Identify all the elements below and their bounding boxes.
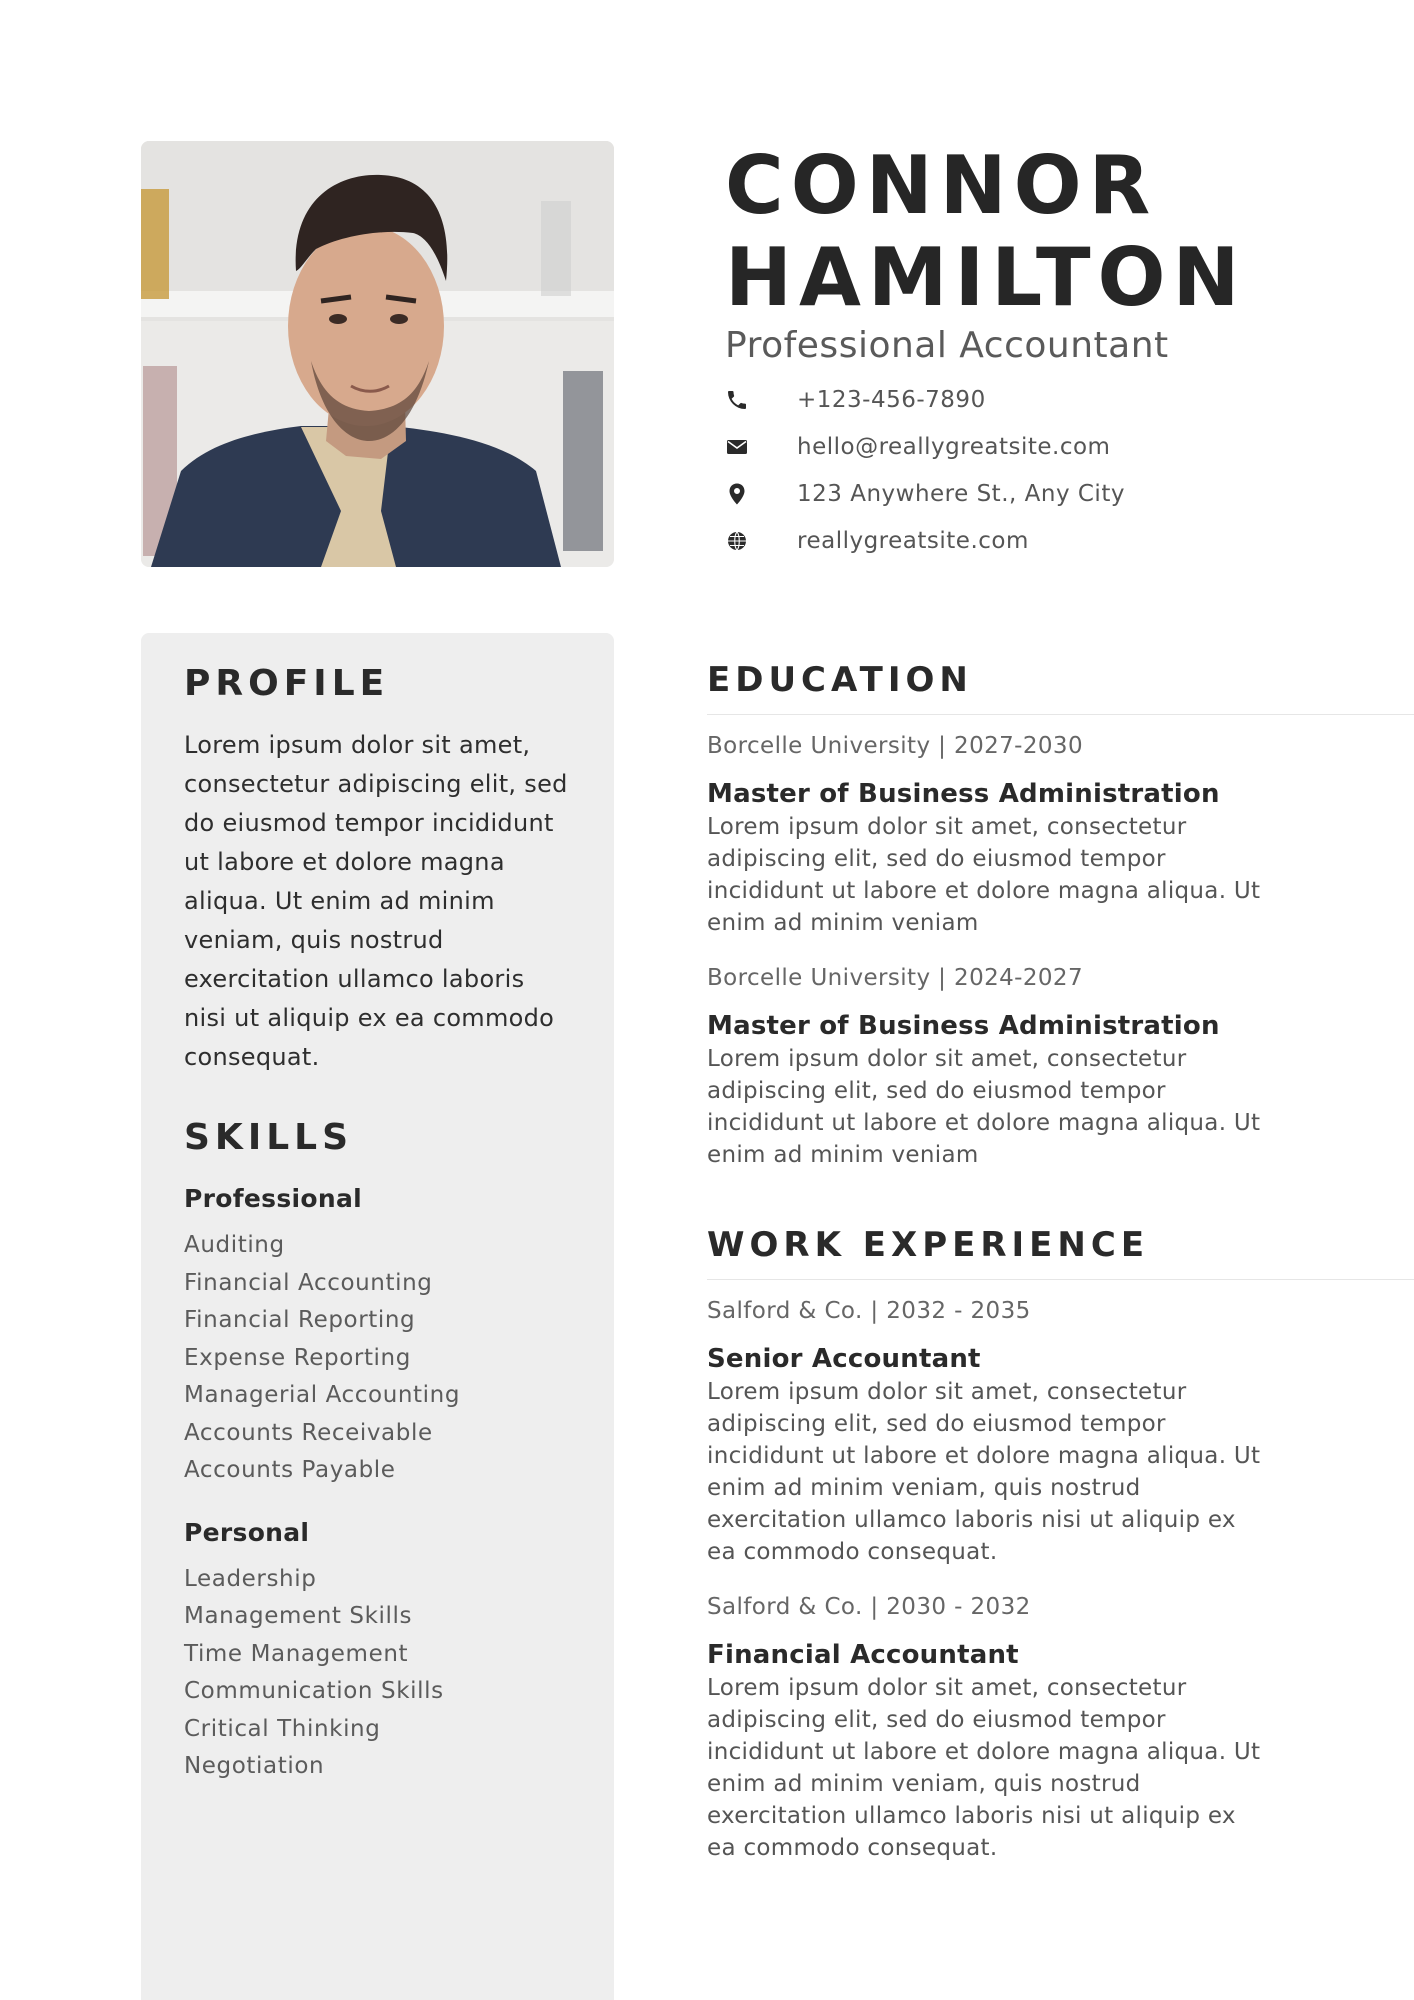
profile-photo [141,141,614,567]
phone-number[interactable]: +123-456-7890 [797,386,986,413]
professional-skills-list [184,1227,572,1490]
last-name: HAMILTON [725,231,1247,324]
skill-item: Managerial Accounting [184,1382,461,1408]
street-address: 123 Anywhere St., Any City [797,480,1125,507]
phone-icon [725,388,797,412]
entry-description: Lorem ipsum dolor sit amet, consectetur adipiscing elit, sed do eiusmod tempor incididunt ut labore et dolore magna aliqua. Ut enim ad minim veniam [707,1046,1261,1168]
entry-meta: Borcelle University | 2027-2030 [707,733,1083,759]
mail-icon [725,435,797,459]
entry-title: Senior Accountant [707,1344,981,1374]
entry-title: Financial Accountant [707,1640,1019,1670]
entry-meta: Salford & Co. | 2032 - 2035 [707,1298,1031,1324]
education-heading: EDUCATION [707,660,973,700]
section-divider [707,714,1414,715]
work-experience-heading: WORK EXPERIENCE [707,1225,1150,1265]
resume-header [725,140,1365,564]
entry-title: Master of Business Administration [707,1011,1220,1041]
person-name [725,140,1365,324]
entry-description: Lorem ipsum dolor sit amet, consectetur adipiscing elit, sed do eiusmod tempor incididunt ut labore et dolore magna aliqua. Ut enim ad minim veniam [707,814,1261,936]
skills-heading: SKILLS [184,1117,354,1158]
entry-description: Lorem ipsum dolor sit amet, consectetur adipiscing elit, sed do eiusmod tempor incididunt ut labore et dolore magna aliqua. Ut enim ad minim veniam, quis nostrud exercitation ullamco laboris nisi ut aliquip ex ea commodo consequat. [707,1379,1261,1565]
professional-skills-heading: Professional [184,1184,363,1213]
skill-item: Time Management [184,1640,409,1667]
email-address[interactable]: hello@reallygreatsite.com [797,433,1111,460]
job-title: Professional Accountant [725,325,1169,366]
contact-website [725,517,1365,564]
work-entry [707,1594,1267,1864]
personal-skills-list [184,1561,572,1786]
education-entry [707,733,1267,939]
profile-heading: PROFILE [184,663,390,704]
sidebar [141,633,614,2000]
skill-item: Leadership [184,1565,317,1592]
entry-meta: Borcelle University | 2024-2027 [707,965,1083,991]
skill-item: Negotiation [184,1753,325,1779]
work-entry [707,1298,1267,1568]
skill-item: Critical Thinking [184,1715,381,1742]
profile-text: Lorem ipsum dolor sit amet, consectetur adipiscing elit, sed do eiusmod tempor incididunt ut labore et dolore magna aliqua. Ut enim ad minim veniam, quis nostrud exercitation ullamco laboris nisi ut aliquip ex ea commodo consequat. [184,731,568,1071]
entry-description: Lorem ipsum dolor sit amet, consectetur adipiscing elit, sed do eiusmod tempor incididunt ut labore et dolore magna aliqua. Ut enim ad minim veniam, quis nostrud exercitation ullamco laboris nisi ut aliquip ex ea commodo consequat. [707,1675,1261,1861]
globe-icon [725,529,797,553]
contact-address [725,470,1365,517]
skill-item: Communication Skills [184,1678,444,1704]
education-entry [707,965,1267,1171]
skill-item: Financial Accounting [184,1269,433,1296]
entry-title: Master of Business Administration [707,779,1220,809]
skill-item: Financial Reporting [184,1307,416,1333]
website-link[interactable]: reallygreatsite.com [797,527,1029,554]
first-name: CONNOR [725,139,1158,232]
skill-item: Expense Reporting [184,1344,411,1371]
contact-email [725,423,1365,470]
main-column [707,660,1414,1864]
personal-skills-heading: Personal [184,1517,310,1547]
location-pin-icon [725,482,797,506]
contact-list [725,376,1365,564]
section-divider [707,1279,1414,1280]
skill-item: Accounts Receivable [184,1419,433,1446]
contact-phone [725,376,1365,423]
entry-meta: Salford & Co. | 2030 - 2032 [707,1594,1031,1620]
skill-item: Management Skills [184,1603,413,1629]
skill-item: Auditing [184,1232,285,1258]
skill-item: Accounts Payable [184,1457,396,1483]
portrait-image [141,141,614,567]
